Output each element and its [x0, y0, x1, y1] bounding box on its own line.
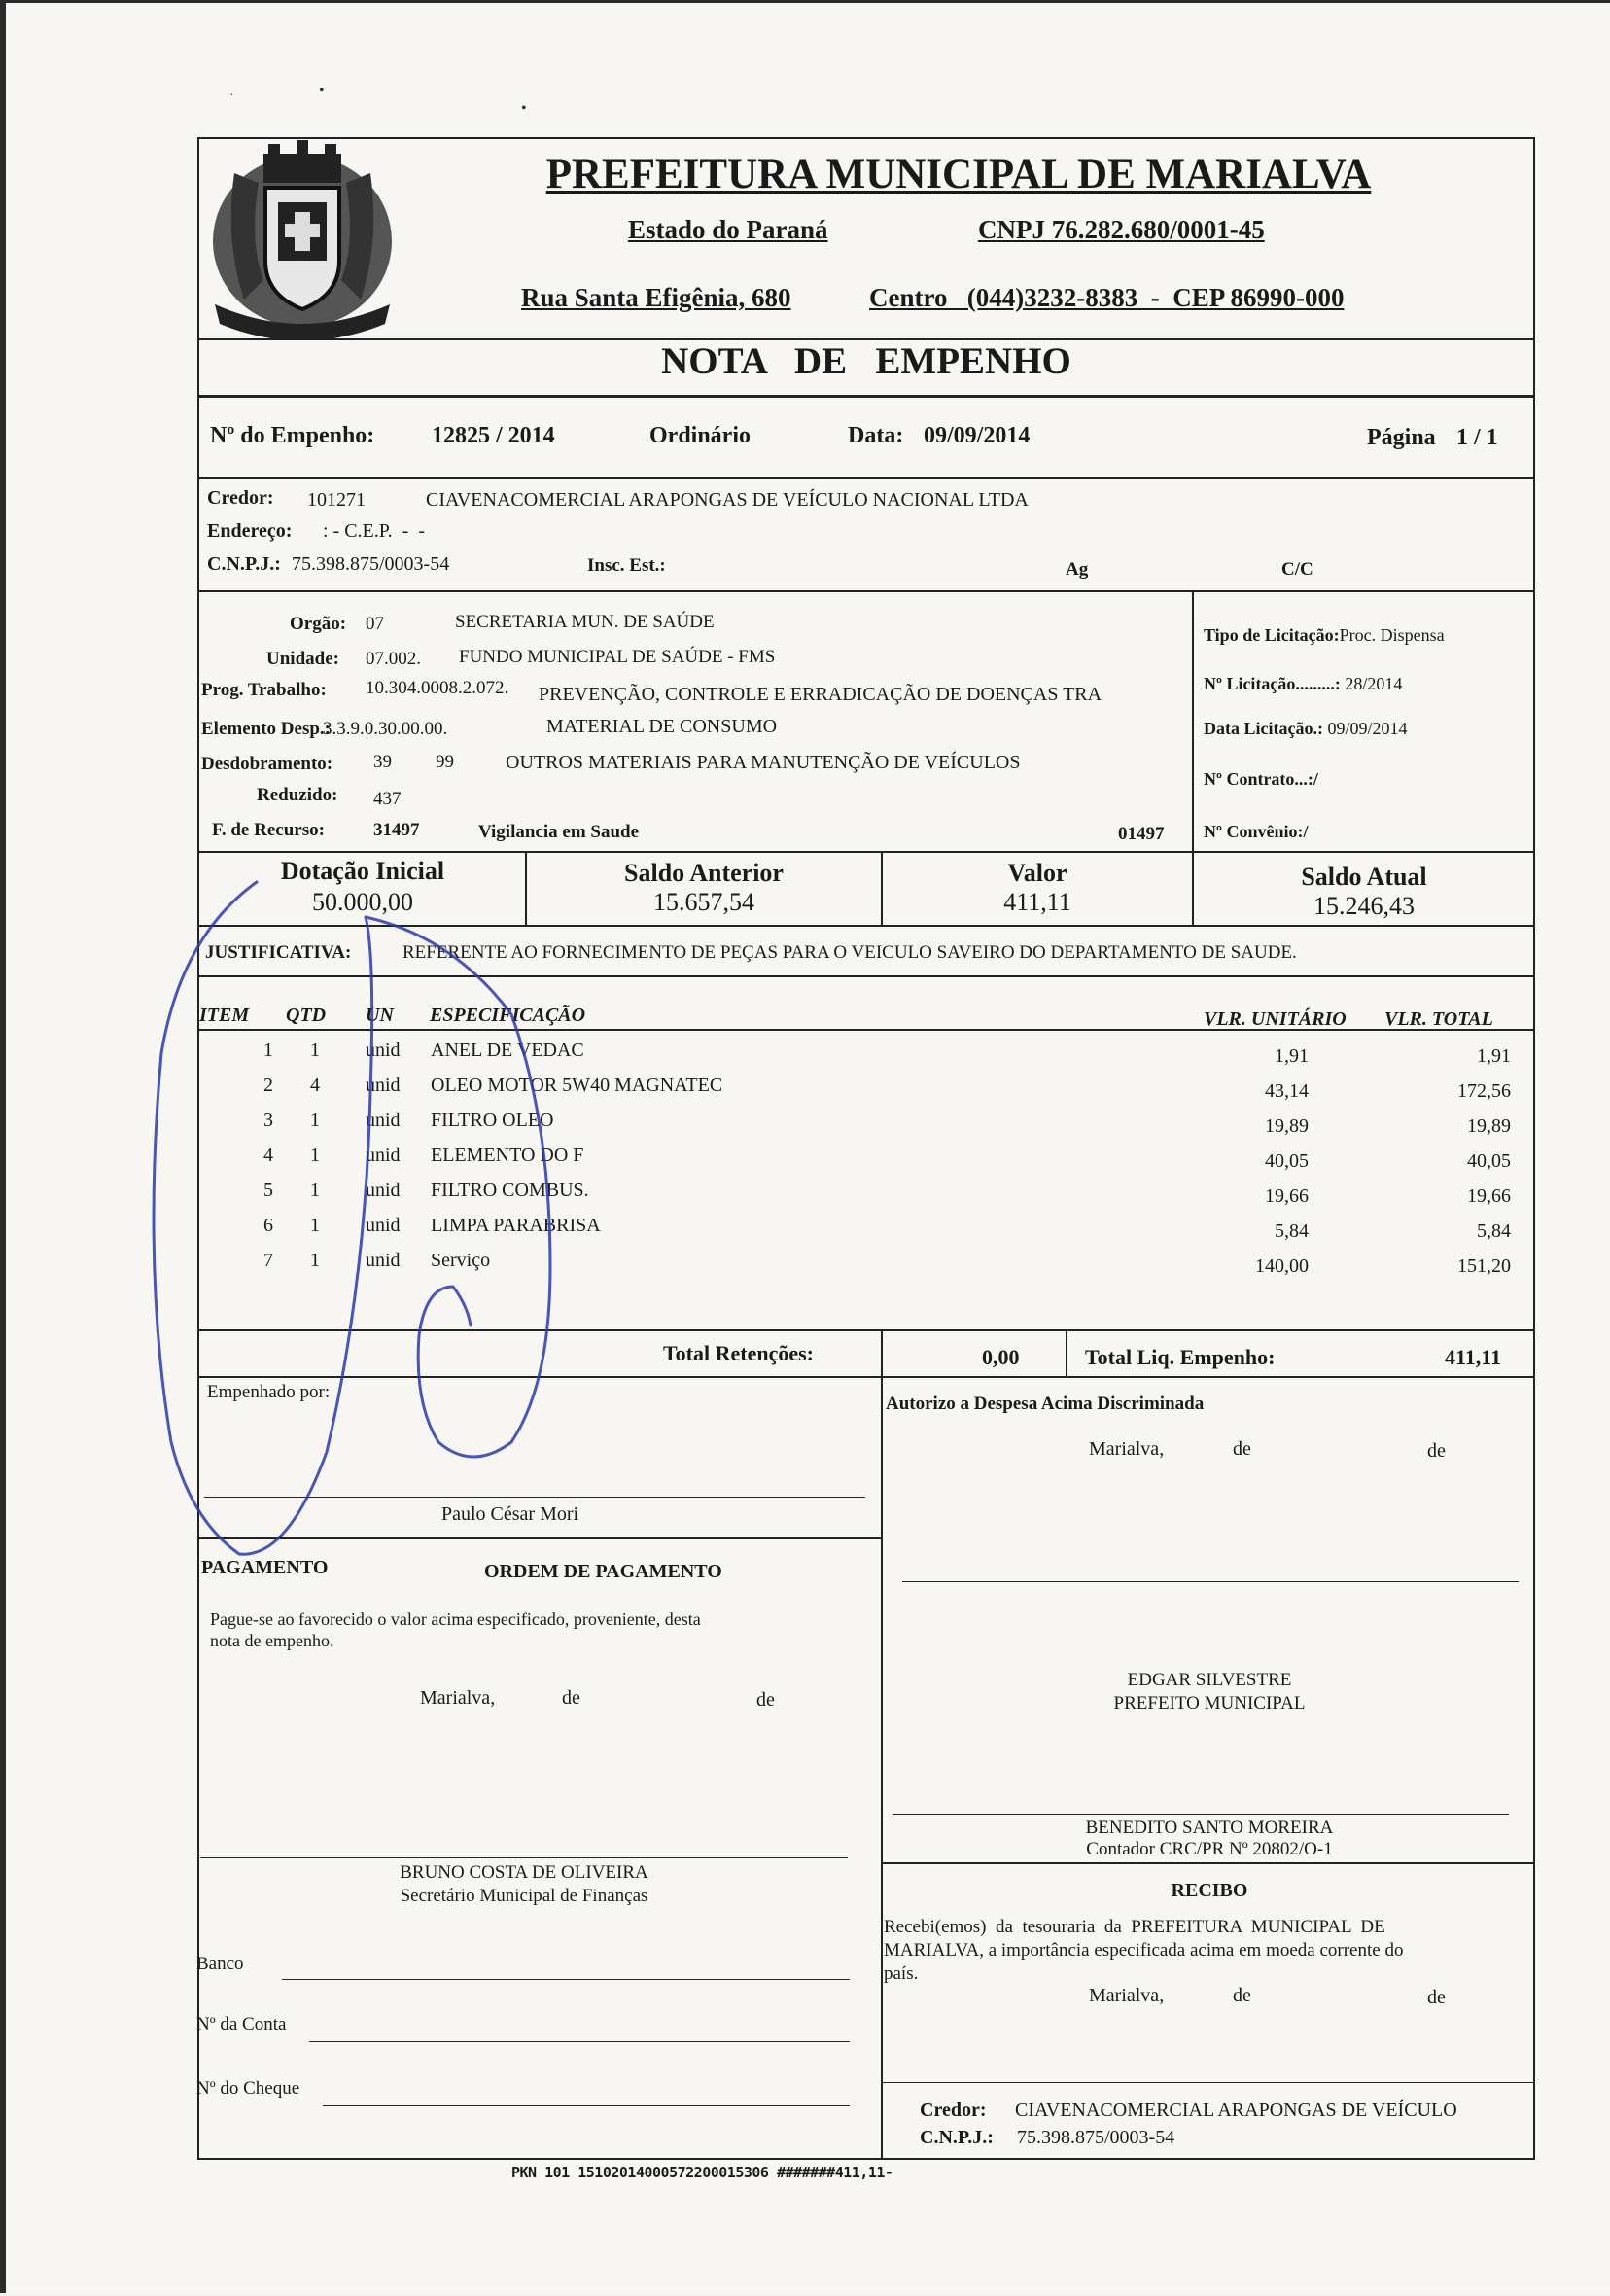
conta-field-line: [309, 2041, 850, 2042]
creditor-label: Credor:: [207, 487, 274, 509]
signature-line: [892, 1814, 1509, 1815]
liq-empenho-value: 411,11: [1445, 1345, 1502, 1369]
recibo-de2: de: [1427, 1987, 1446, 2008]
item-total-value: 5,84: [1477, 1220, 1511, 1242]
item-description: FILTRO COMBUS.: [431, 1180, 589, 1201]
divider: [197, 590, 1535, 592]
footer-cnpj-label: C.N.P.J.:: [920, 2127, 994, 2148]
col-especificacao: ESPECIFICAÇÃO: [430, 1005, 586, 1026]
empenhado-signer: Paulo César Mori: [441, 1503, 579, 1525]
justificativa-label: JUSTIFICATIVA:: [205, 942, 352, 963]
empenho-date: 09/09/2014: [924, 423, 1031, 448]
item-unit: unid: [366, 1040, 401, 1061]
creditor-cnpj-label: C.N.P.J.:: [207, 553, 281, 575]
item-description: ANEL DE VEDAC: [431, 1040, 584, 1061]
secretario-name: BRUNO COSTA DE OLIVEIRA: [400, 1862, 648, 1883]
divider: [881, 1329, 883, 1376]
item-number: 2: [263, 1075, 273, 1096]
divider: [197, 477, 1535, 479]
divider: [197, 851, 1535, 853]
page-number: 1 / 1: [1456, 425, 1498, 450]
divider: [197, 1329, 1535, 1331]
cheque-field-line: [323, 2105, 850, 2106]
desdobramento-sub: 99: [436, 752, 454, 772]
creditor-address: : - C.E.P. - -: [323, 520, 425, 542]
item-qtd: 1: [310, 1145, 320, 1166]
empenhado-label: Empenhado por:: [207, 1382, 331, 1402]
divider: [197, 925, 1535, 927]
recibo-city: Marialva,: [1089, 1985, 1165, 2006]
dotacao-value: 50.000,00: [312, 888, 413, 916]
valor-label: Valor: [1007, 859, 1068, 887]
cnpj-header: CNPJ 76.282.680/0001-45: [978, 215, 1265, 244]
banco-label: Banco: [196, 1954, 244, 1974]
fonte-recurso-extra: 01497: [1118, 824, 1165, 844]
page-title: PREFEITURA MUNICIPAL DE MARIALVA: [545, 152, 1372, 197]
retencoes-label: Total Retenções:: [663, 1341, 814, 1365]
divider: [197, 975, 1535, 977]
item-description: ELEMENTO DO F: [431, 1145, 584, 1166]
item-total-value: 19,66: [1467, 1185, 1511, 1207]
account-label: C/C: [1281, 559, 1313, 580]
item-qtd: 1: [310, 1040, 320, 1061]
pagamento-de1: de: [562, 1687, 580, 1709]
secretario-title: Secretário Municipal de Finanças: [400, 1886, 648, 1906]
item-total-value: 172,56: [1457, 1080, 1511, 1102]
footer-credor-label: Credor:: [920, 2100, 987, 2121]
autorizo-de2: de: [1427, 1440, 1446, 1462]
item-description: Serviço: [431, 1250, 491, 1271]
col-item: ITEM: [199, 1005, 250, 1026]
item-unit-value: 19,66: [1265, 1185, 1309, 1207]
saldo-atual-label: Saldo Atual: [1301, 863, 1427, 891]
item-unit: unid: [366, 1075, 401, 1096]
item-qtd: 1: [310, 1215, 320, 1236]
autorizo-de1: de: [1233, 1438, 1251, 1460]
recibo-line-3: país.: [884, 1963, 919, 1984]
recibo-line-2: MARIALVA, a importância especificada acima em moeda corrente do: [884, 1940, 1404, 1960]
contador-title: Contador CRC/PR Nº 20802/O-1: [1086, 1839, 1333, 1859]
desdobramento-name: OUTROS MATERIAIS PARA MANUTENÇÃO DE VEÍCULOS: [506, 752, 1021, 773]
orgao-code: 07: [366, 614, 384, 634]
reduzido-code: 437: [373, 789, 402, 809]
item-unit-value: 43,14: [1265, 1080, 1309, 1102]
recibo-title: RECIBO: [1171, 1880, 1248, 1901]
contador-name: BENEDITO SANTO MOREIRA: [1085, 1818, 1334, 1838]
item-unit: unid: [366, 1110, 401, 1131]
item-unit: unid: [366, 1180, 401, 1201]
col-total-value: VLR. TOTAL: [1384, 1008, 1493, 1030]
item-unit-value: 140,00: [1255, 1255, 1309, 1277]
tipo-licitacao-label: Tipo de Licitação:: [1204, 625, 1340, 645]
creditor-code: 101271: [307, 489, 366, 511]
desdobramento-label: Desdobramento:: [201, 754, 333, 774]
orgao-label: Orgão:: [290, 614, 347, 634]
item-description: LIMPA PARABRISA: [431, 1215, 601, 1236]
banco-field-line: [282, 1979, 850, 1980]
item-qtd: 1: [310, 1110, 320, 1131]
document-title: NOTA DE EMPENHO: [661, 340, 1071, 382]
page-label: Página: [1367, 425, 1436, 450]
autorizo-city: Marialva,: [1089, 1438, 1165, 1460]
item-qtd: 1: [310, 1250, 320, 1271]
signature-line: [902, 1581, 1519, 1582]
saldo-anterior-label: Saldo Anterior: [624, 859, 784, 887]
item-total-value: 1,91: [1477, 1045, 1511, 1067]
district-phone-cep: Centro (044)3232-8383 - CEP 86990-000: [869, 283, 1345, 312]
recibo-de1: de: [1233, 1985, 1251, 2006]
conta-label: Nº da Conta: [196, 2014, 287, 2034]
item-total-value: 151,20: [1457, 1255, 1511, 1277]
item-total-value: 19,89: [1467, 1115, 1511, 1137]
item-unit-value: 1,91: [1275, 1045, 1309, 1067]
item-unit-value: 5,84: [1275, 1220, 1309, 1242]
prefeito-title: PREFEITO MUNICIPAL: [1113, 1693, 1306, 1713]
contrato-label: Nº Contrato...:/: [1204, 769, 1318, 789]
empenho-date-label: Data:: [848, 423, 904, 448]
divider: [197, 1537, 881, 1539]
footer-cnpj: 75.398.875/0003-54: [1017, 2127, 1175, 2148]
retencoes-value: 0,00: [982, 1345, 1020, 1369]
divider: [1066, 1329, 1068, 1376]
barcode-text: PKN 101 15102014000572200015306 #######411,11-: [511, 2164, 893, 2181]
elemento-desp-name: MATERIAL DE CONSUMO: [546, 716, 778, 737]
signature-line: [204, 1497, 865, 1498]
divider: [881, 1862, 1535, 1864]
data-licitacao: 09/09/2014: [1327, 719, 1408, 738]
scan-speck: •: [319, 83, 325, 99]
col-un: UN: [366, 1005, 394, 1026]
pagamento-text-2: nota de empenho.: [210, 1631, 334, 1650]
item-description: FILTRO OLEO: [431, 1110, 554, 1131]
pagamento-de2: de: [756, 1689, 775, 1711]
saldo-anterior-value: 15.657,54: [653, 888, 754, 916]
creditor-cnpj: 75.398.875/0003-54: [292, 553, 450, 575]
divider: [197, 395, 1535, 398]
autorizo-label: Autorizo a Despesa Acima Discriminada: [886, 1394, 1205, 1414]
prefeito-name: EDGAR SILVESTRE: [1127, 1670, 1292, 1690]
item-unit-value: 19,89: [1265, 1115, 1309, 1137]
reduzido-label: Reduzido:: [257, 785, 338, 805]
divider: [881, 1376, 883, 2160]
elemento-desp-code: 3.3.9.0.30.00.00.: [323, 719, 448, 739]
divider: [197, 1376, 1535, 1378]
tipo-licitacao: Proc. Dispensa: [1339, 625, 1445, 645]
address-label: Endereço:: [207, 520, 293, 542]
unidade-label: Unidade:: [266, 649, 339, 669]
item-unit-value: 40,05: [1265, 1150, 1309, 1172]
col-unit-value: VLR. UNITÁRIO: [1204, 1008, 1347, 1030]
item-number: 4: [263, 1145, 273, 1166]
data-licitacao-label: Data Licitação.:: [1204, 719, 1323, 738]
prog-trabalho-label: Prog. Trabalho:: [201, 680, 327, 700]
empenho-number: 12825 / 2014: [432, 423, 555, 448]
signature-line: [200, 1857, 848, 1858]
num-licitacao-label: Nº Licitação.........:: [1204, 674, 1341, 693]
item-number: 5: [263, 1180, 273, 1201]
orgao-name: SECRETARIA MUN. DE SAÚDE: [455, 612, 715, 632]
agency-label: Ag: [1066, 559, 1089, 580]
item-qtd: 4: [310, 1075, 320, 1096]
num-licitacao: 28/2014: [1345, 674, 1403, 693]
divider: [881, 2082, 1535, 2083]
item-unit: unid: [366, 1145, 401, 1166]
item-number: 6: [263, 1215, 273, 1236]
valor-value: 411,11: [1003, 888, 1071, 916]
divider: [197, 1029, 1535, 1031]
saldo-atual-value: 15.246,43: [1313, 892, 1415, 920]
item-number: 1: [263, 1040, 273, 1061]
pagamento-label: PAGAMENTO: [201, 1557, 329, 1578]
fonte-recurso-name: Vigilancia em Saude: [478, 822, 640, 842]
prog-trabalho-code: 10.304.0008.2.072.: [366, 678, 509, 698]
col-qtd: QTD: [286, 1005, 327, 1026]
empenho-type: Ordinário: [649, 423, 752, 448]
item-qtd: 1: [310, 1180, 320, 1201]
ordem-pagamento-label: ORDEM DE PAGAMENTO: [484, 1561, 722, 1582]
item-unit: unid: [366, 1250, 401, 1271]
divider: [1192, 590, 1194, 855]
state-name: Estado do Paraná: [628, 215, 828, 244]
empenho-number-label: Nº do Empenho:: [210, 423, 375, 448]
unidade-name: FUNDO MUNICIPAL DE SAÚDE - FMS: [459, 647, 776, 667]
item-description: OLEO MOTOR 5W40 MAGNATEC: [431, 1075, 723, 1096]
item-unit: unid: [366, 1215, 401, 1236]
convenio-label: Nº Convênio:/: [1204, 822, 1309, 841]
justificativa-text: REFERENTE AO FORNECIMENTO DE PEÇAS PARA O VEICULO SAVEIRO DO DEPARTAMENTO DE SAUDE.: [402, 942, 1297, 963]
fonte-recurso-label: F. de Recurso:: [212, 820, 325, 840]
cheque-label: Nº do Cheque: [196, 2078, 300, 2099]
insc-est-label: Insc. Est.:: [587, 555, 666, 576]
street-address: Rua Santa Efigênia, 680: [521, 283, 791, 312]
creditor-name: CIAVENACOMERCIAL ARAPONGAS DE VEÍCULO NACIONAL LTDA: [426, 489, 1029, 511]
scan-speck: ·: [229, 88, 234, 103]
scan-speck: •: [521, 100, 527, 117]
elemento-desp-label: Elemento Desp.:: [201, 719, 331, 739]
desdobramento-code: 39: [373, 752, 392, 772]
liq-empenho-label: Total Liq. Empenho:: [1085, 1345, 1276, 1369]
item-number: 3: [263, 1110, 273, 1131]
footer-credor-name: CIAVENACOMERCIAL ARAPONGAS DE VEÍCULO: [1015, 2100, 1457, 2121]
fonte-recurso-code: 31497: [373, 820, 420, 840]
pagamento-text-1: Pague-se ao favorecido o valor acima especificado, proveniente, desta: [210, 1609, 701, 1629]
item-total-value: 40,05: [1467, 1150, 1511, 1172]
dotacao-label: Dotação Inicial: [280, 857, 445, 885]
pagamento-city: Marialva,: [420, 1687, 496, 1709]
recibo-line-1: Recebi(emos) da tesouraria da PREFEITURA MUNICIPAL DE: [884, 1917, 1385, 1937]
unidade-code: 07.002.: [366, 649, 421, 669]
item-number: 7: [263, 1250, 273, 1271]
prog-trabalho-name: PREVENÇÃO, CONTROLE E ERRADICAÇÃO DE DOENÇAS TRA: [539, 684, 1102, 705]
